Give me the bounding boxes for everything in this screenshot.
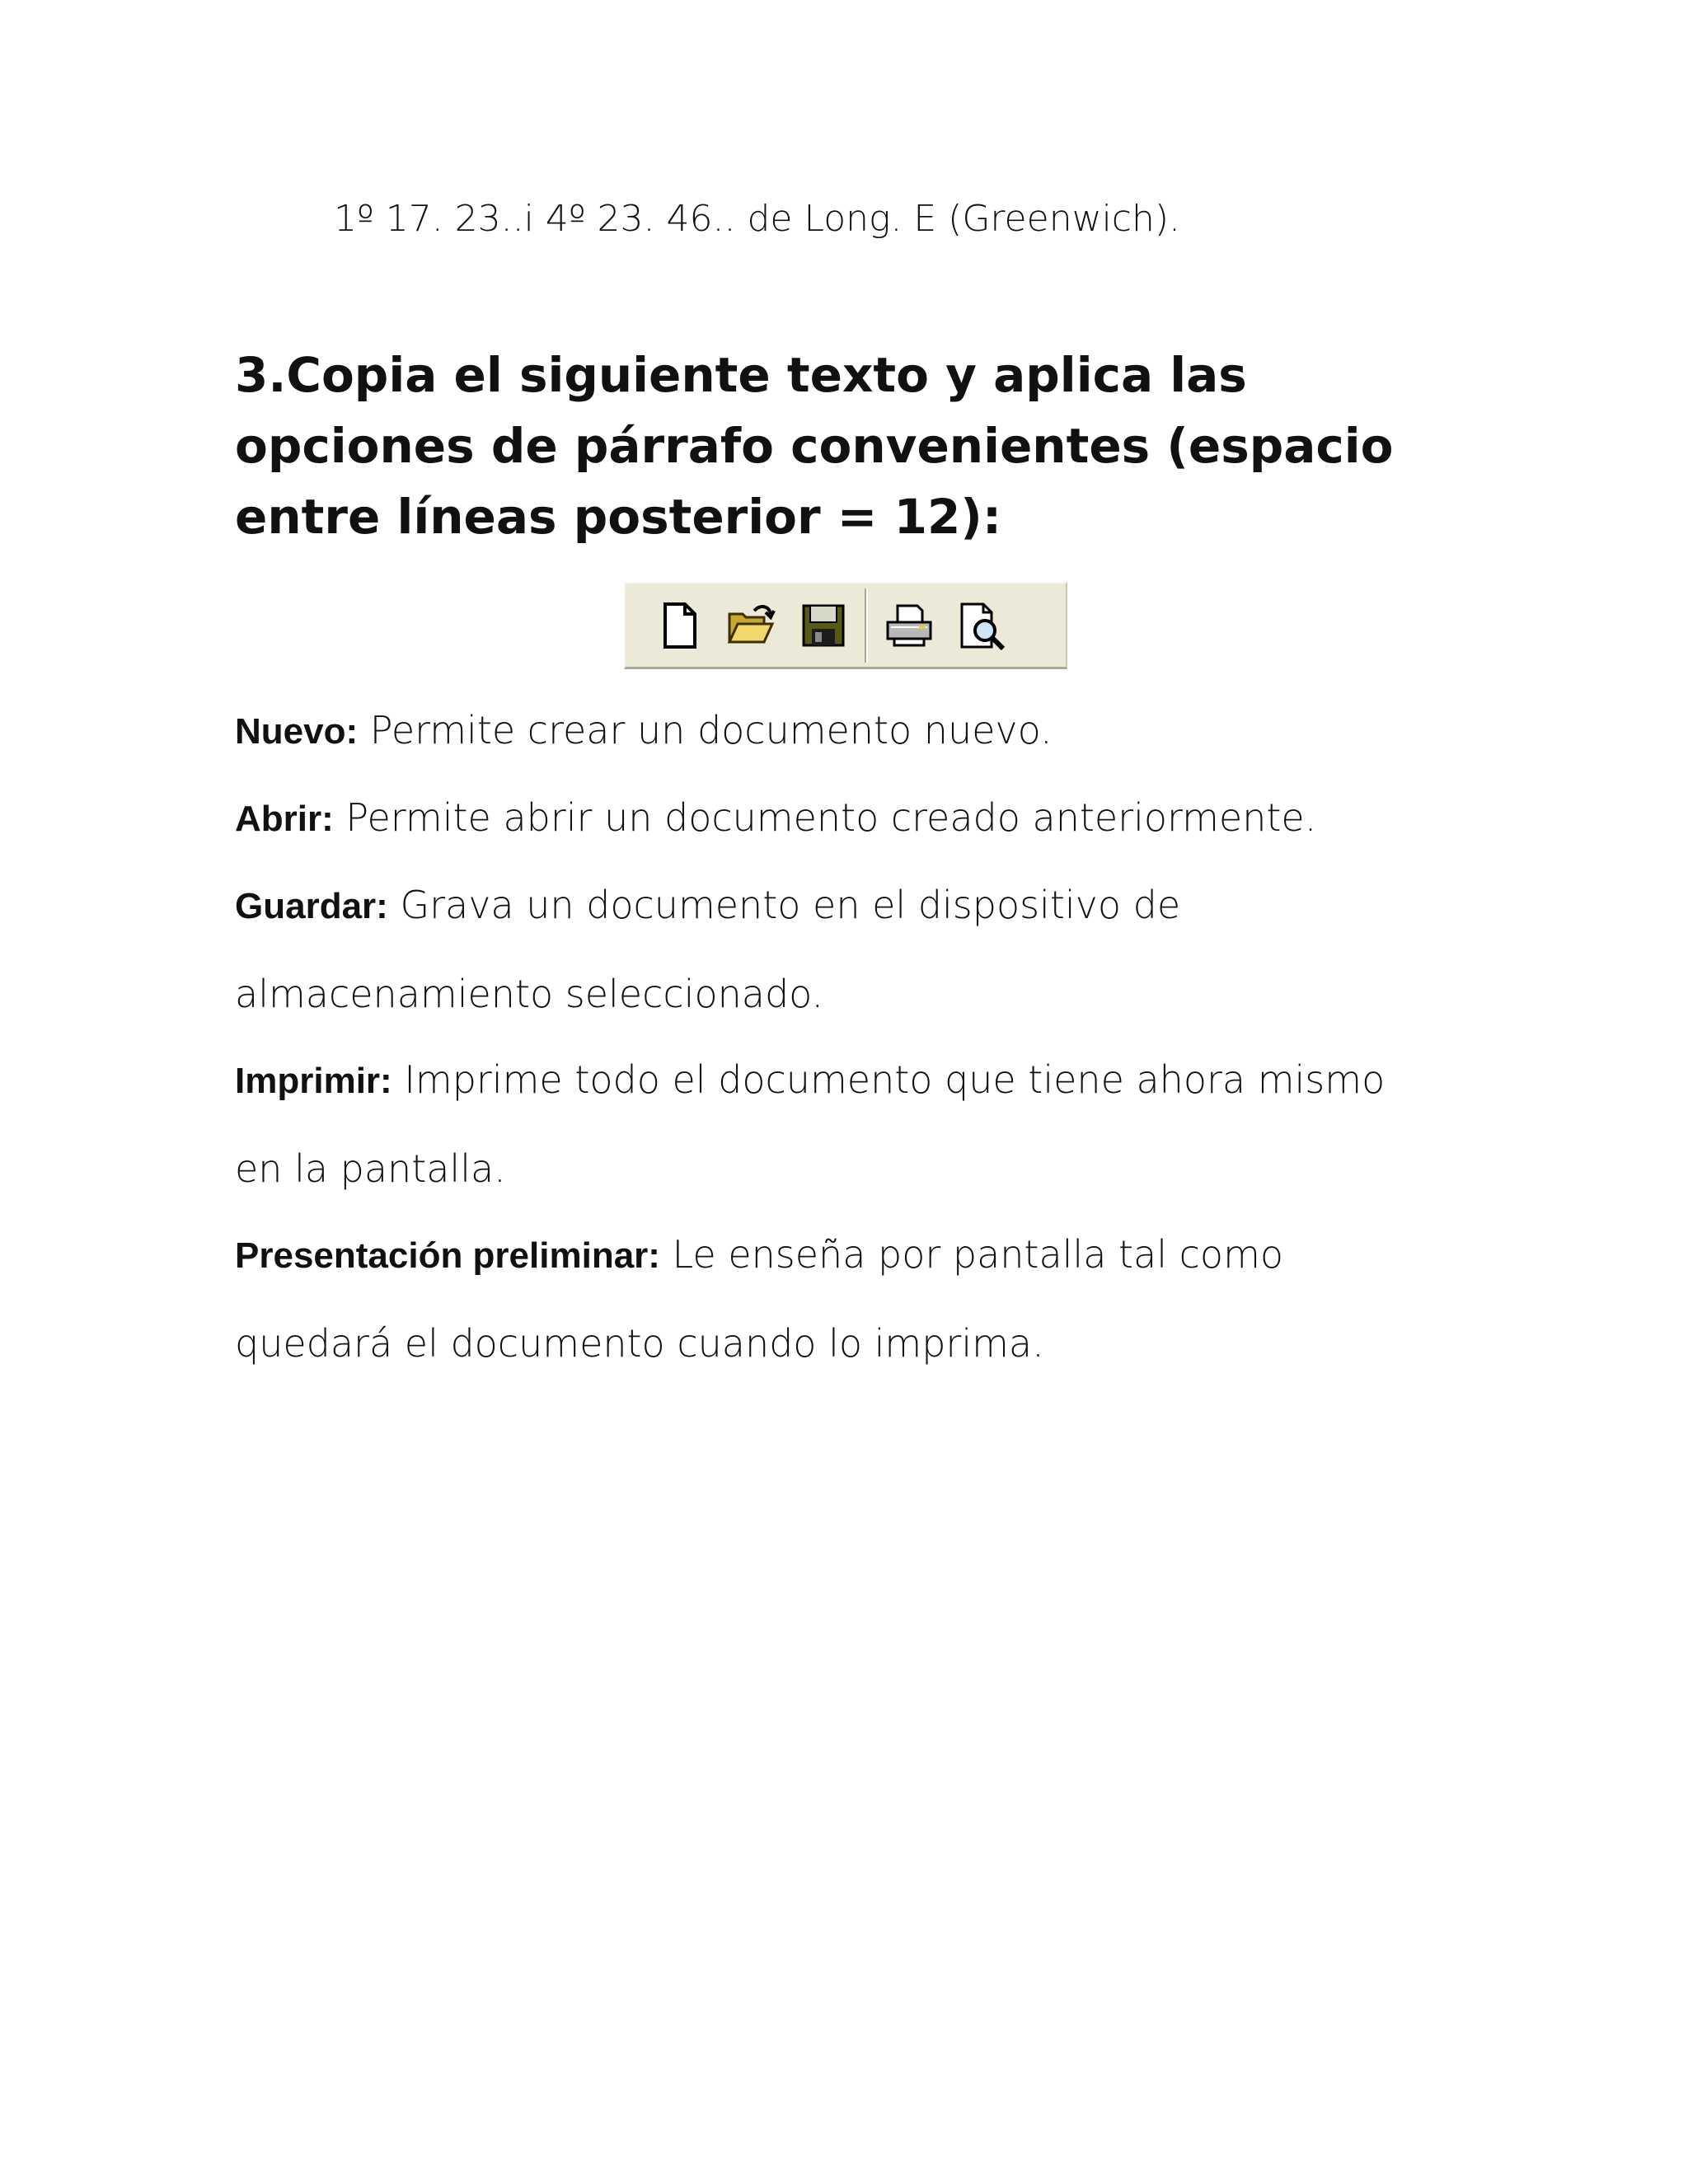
new-document-icon xyxy=(652,599,705,652)
term-label: Guardar: xyxy=(235,886,388,926)
term-description: Imprime todo el documento que tiene ahora mismo en la pantalla. xyxy=(235,1057,1386,1191)
definition-abrir xyxy=(235,774,1471,863)
toolbar-separator xyxy=(865,588,868,663)
open-folder-icon xyxy=(724,599,777,652)
term-label: Imprimir: xyxy=(235,1061,392,1101)
term-label: Presentación preliminar: xyxy=(235,1235,660,1276)
definition-presentacion-preliminar xyxy=(235,1211,1389,1387)
definition-guardar xyxy=(235,861,1306,1038)
term-description: Le enseña por pantalla tal como quedará el documento cuando lo imprima. xyxy=(235,1232,1284,1366)
new-document-button[interactable] xyxy=(642,589,715,662)
term-description: Permite crear un documento nuevo. xyxy=(358,708,1053,752)
exercise-heading: 3.Copia el siguiente texto y aplica las opciones de párrafo convenientes (espacio entre líneas posterior = 12): xyxy=(235,347,1394,545)
coordinates-line: 1º 17. 23..i 4º 23. 46.. de Long. E (Greenwich). xyxy=(334,198,1181,240)
term-description: Grava un documento en el dispositivo de almacenamiento seleccionado. xyxy=(235,883,1181,1016)
print-preview-icon xyxy=(955,599,1008,652)
print-button[interactable] xyxy=(873,589,945,662)
term-description: Permite abrir un documento creado anteriormente. xyxy=(333,795,1317,840)
standard-toolbar xyxy=(624,582,1067,669)
save-floppy-icon xyxy=(797,599,850,652)
print-icon xyxy=(883,599,935,652)
term-label: Nuevo: xyxy=(235,711,359,752)
print-preview-button[interactable] xyxy=(945,589,1018,662)
save-button[interactable] xyxy=(787,589,860,662)
open-button[interactable] xyxy=(715,589,787,662)
term-label: Abrir: xyxy=(235,799,334,839)
definition-nuevo xyxy=(235,687,1471,776)
definition-imprimir xyxy=(235,1036,1438,1212)
